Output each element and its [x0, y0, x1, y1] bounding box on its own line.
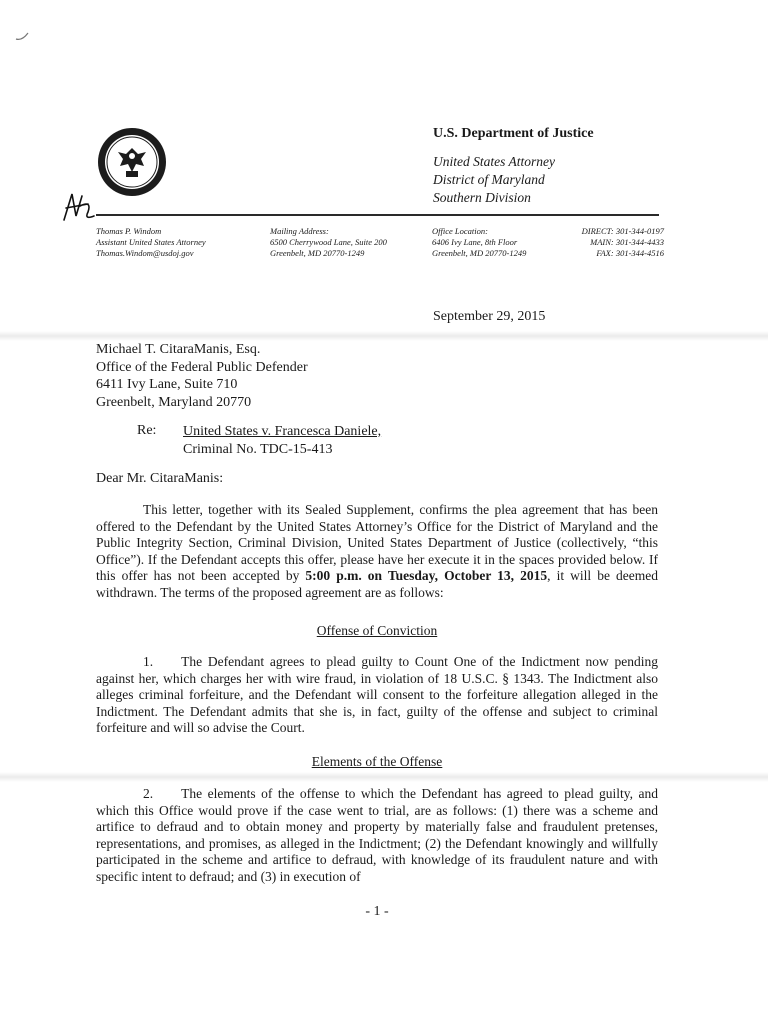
intro-text: This letter, together with its Sealed Supplement, confirms the plea agreement that has been offered to the Defendant by the United States Attorney’s Office for the District of Maryland and the Public Integrity Section, Criminal Division, United States Department of Justice (collectively, “this Office”). If the Defendant accepts this offer, please have her execute it in the spaces provided below. If this offer has not been accepted by [96, 502, 658, 584]
recipient-line: 6411 Ivy Lane, Suite 710 [96, 377, 238, 392]
mailing-street: 6500 Cherrywood Lane, Suite 200 [270, 237, 387, 247]
phone-numbers [582, 226, 664, 259]
agency-name: U.S. Department of Justice [433, 126, 594, 141]
re-label: Re: [137, 423, 157, 438]
case-number: Criminal No. TDC-15-413 [183, 441, 333, 457]
case-caption: United States v. Francesca Daniele, [183, 424, 382, 439]
mailing-label: Mailing Address: [270, 226, 329, 236]
re-block [183, 423, 381, 458]
sender-title: Assistant United States Attorney [96, 237, 206, 247]
mailing-city: Greenbelt, MD 20770-1249 [270, 248, 365, 258]
section-paragraph [96, 654, 658, 737]
recipient-line: Michael T. CitaraManis, Esq. [96, 342, 261, 357]
office-label: Office Location: [432, 226, 488, 236]
deadline-text: 5:00 p.m. on Tuesday, October 13, 2015 [305, 568, 548, 584]
section-number: 2. [143, 786, 154, 801]
office-city: Greenbelt, MD 20770-1249 [432, 248, 527, 258]
recipient-address [96, 341, 308, 411]
intro-text-end: , it will be deemed withdrawn. The terms of the proposed agreement are as follows: [96, 568, 658, 600]
section-text: The Defendant agrees to plead guilty to Count One of the Indictment now pending against her, which charges her with wire fraud, in violation of 18 U.S.C. § 1343. The Indictment also alleges criminal forfeiture, and the Defendant will consent to the forfeiture allegation alleged in the Indictment. The Defendant admits that she is, in fact, guilty of the offense and subject to criminal forfeiture and will so advise the Court. [96, 654, 658, 736]
office-street: 6406 Ivy Lane, 8th Floor [432, 237, 518, 247]
recipient-line: Office of the Federal Public Defender [96, 359, 308, 375]
handwritten-initials-mark [58, 186, 100, 226]
office-location [432, 226, 526, 259]
section-text: The elements of the offense to which the Defendant has agreed to plead guilty, and which this Office would prove if the case went to trial, are as follows: (1) there was a scheme and artifice to defraud and to obtain money and property by materially false and fraudulent pretenses, representations, and promises, as alleged in the Indictment; (2) the Defendant knowingly and willfully participated in the scheme and artifice to defraud, with knowledge of its fraudulent nature and with specific intent to defraud; and (3) in execution of [96, 786, 658, 884]
letterhead-rule [96, 214, 659, 216]
sender-name: Thomas P. Windom [96, 226, 162, 236]
recipient-line: Greenbelt, Maryland 20770 [96, 394, 252, 410]
intro-paragraph [96, 502, 658, 602]
sender-email: Thomas.Windom@usdoj.gov [96, 248, 194, 258]
office-line: Southern Division [433, 190, 531, 205]
office-line: United States Attorney [433, 154, 555, 169]
scan-artifact-band [0, 772, 768, 782]
section-paragraph [96, 786, 658, 886]
section-number: 1. [143, 654, 154, 669]
salutation: Dear Mr. CitaraManis: [96, 471, 224, 486]
sender-info [96, 226, 206, 259]
mailing-address [270, 226, 387, 259]
scan-artifact-band [0, 331, 768, 341]
phone-fax: FAX: 301-344-4516 [596, 248, 664, 258]
phone-main: MAIN: 301-344-4433 [590, 237, 664, 247]
page-number: - 1 - [365, 904, 389, 919]
doj-seal-icon [96, 126, 168, 198]
phone-direct: DIRECT: 301-344-0197 [581, 226, 664, 236]
pen-mark-icon [14, 30, 30, 42]
section-heading: Offense of Conviction [316, 623, 438, 638]
letter-date: September 29, 2015 [433, 309, 546, 324]
office-line: District of Maryland [433, 172, 545, 187]
section-heading: Elements of the Offense [311, 754, 443, 769]
